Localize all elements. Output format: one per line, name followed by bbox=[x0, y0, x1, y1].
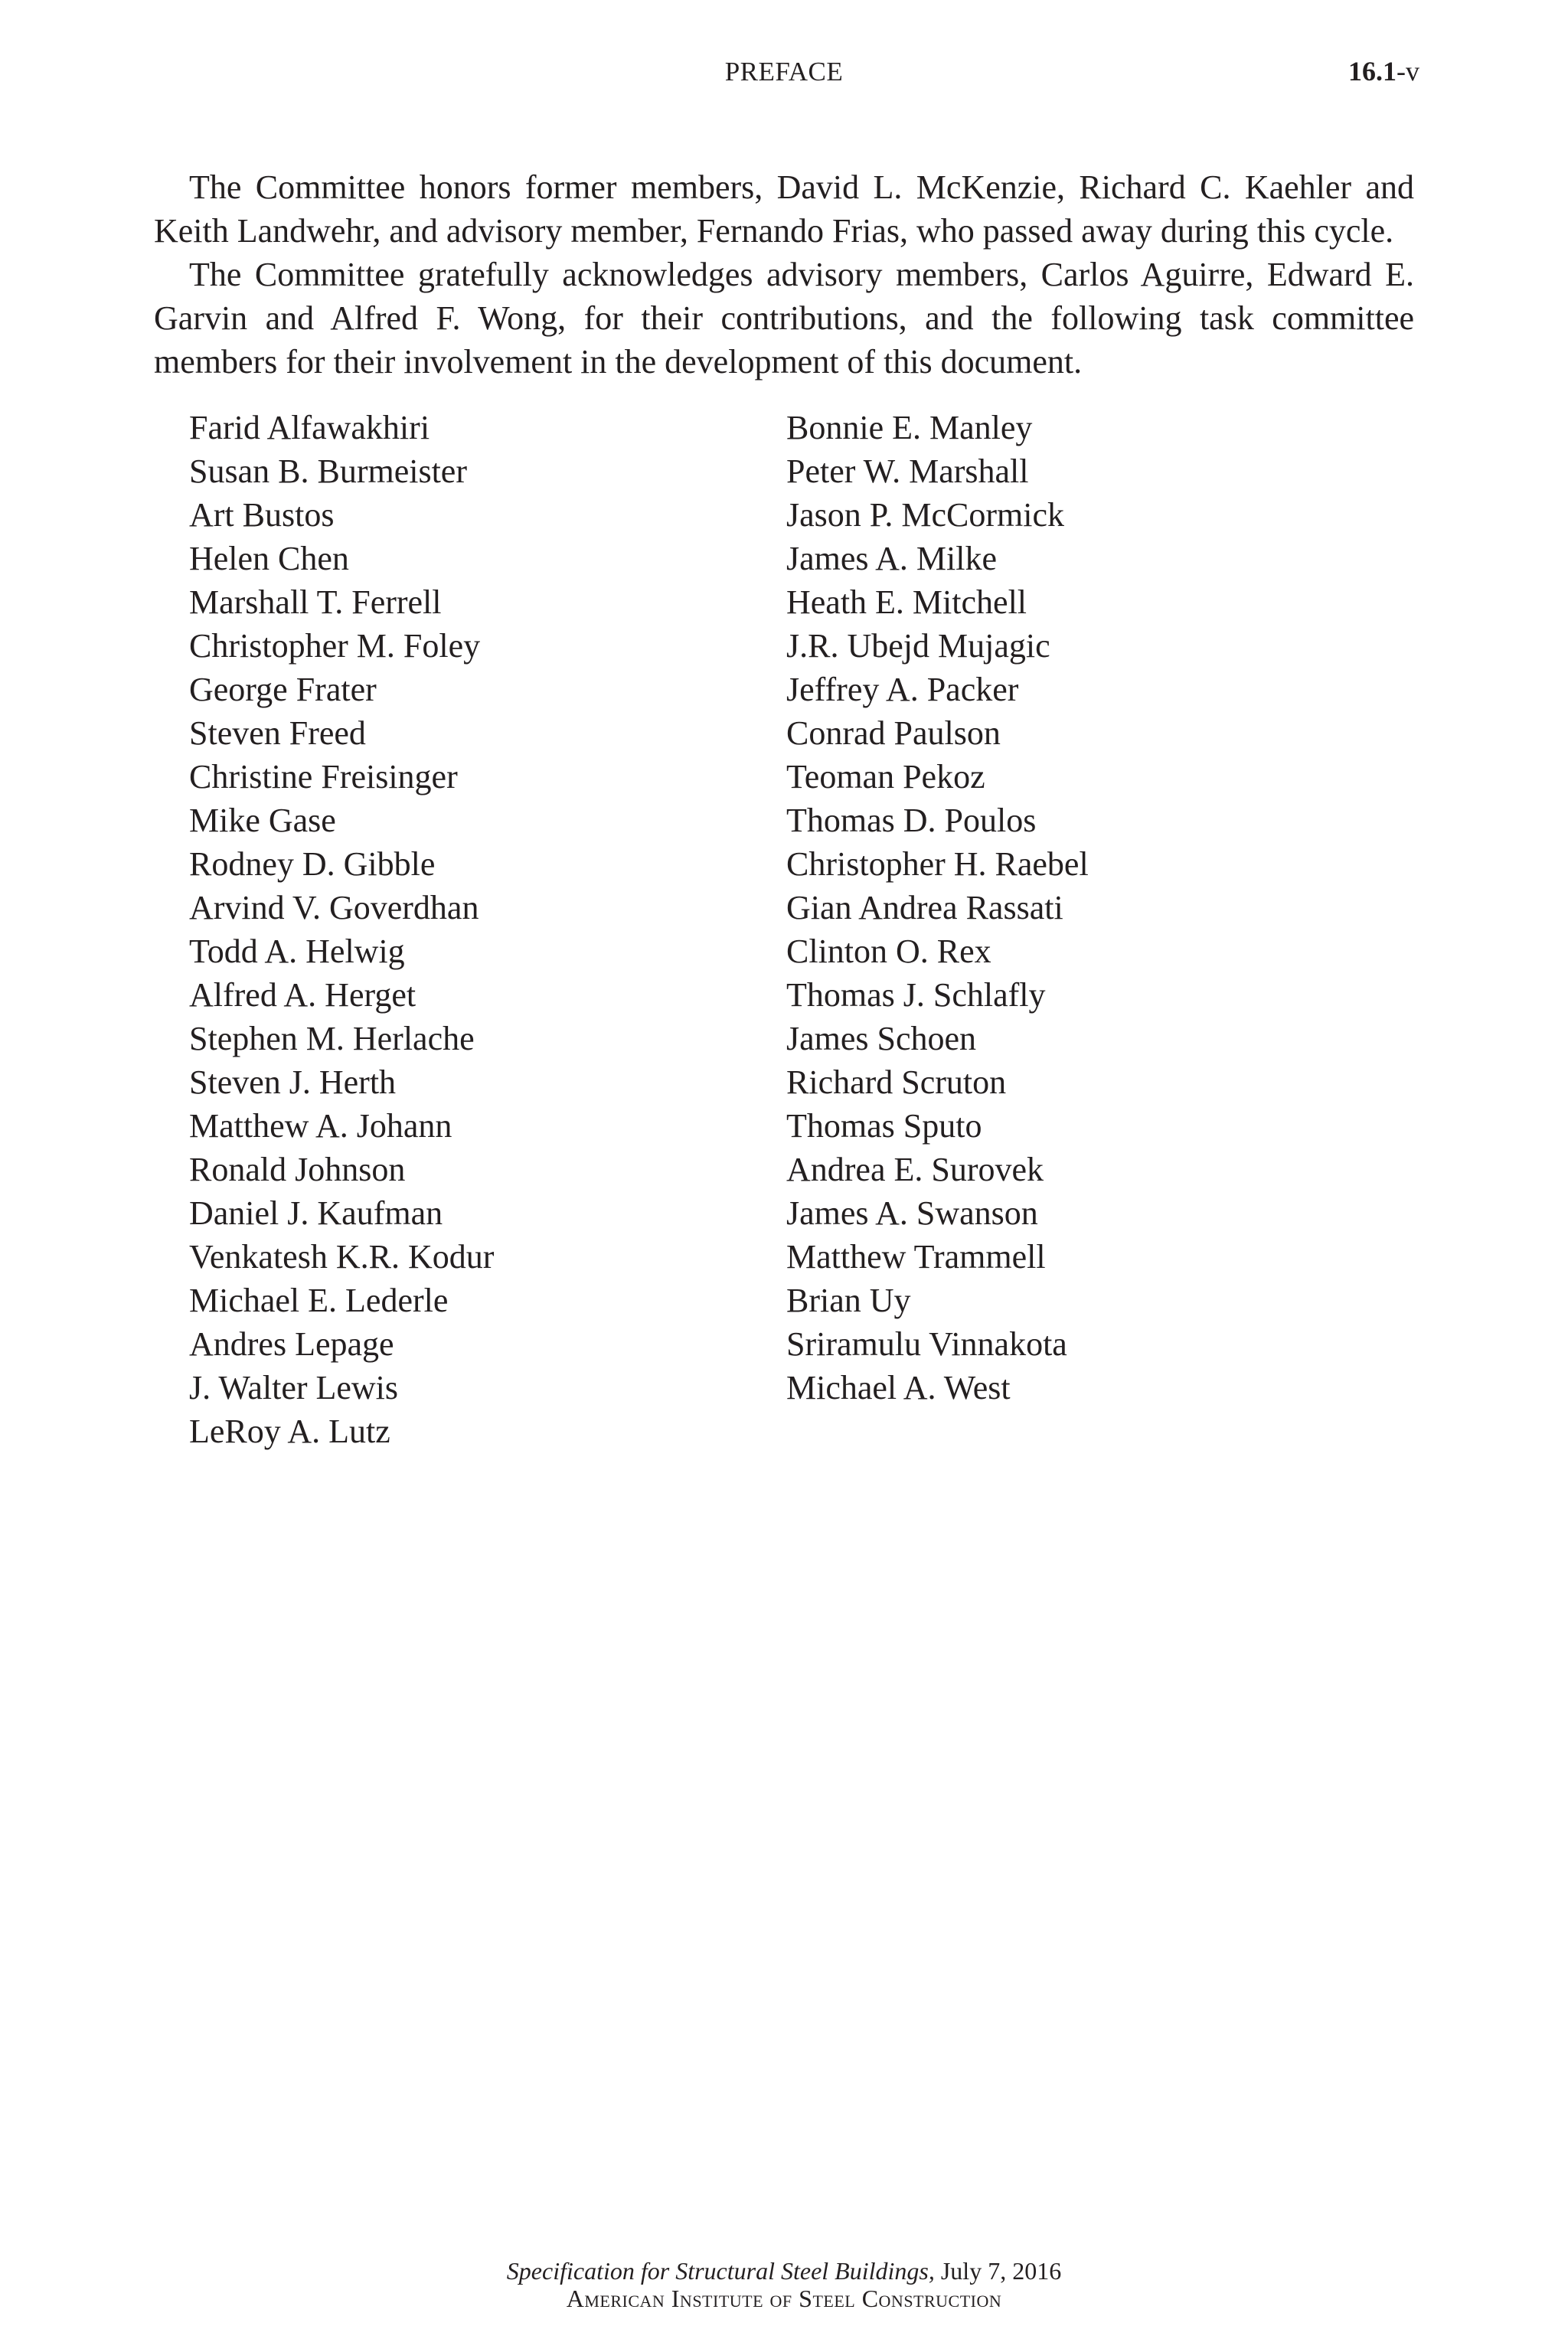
member-name: Christopher H. Raebel bbox=[786, 845, 1089, 883]
footer-organization: American Institute of Steel Construction bbox=[566, 2285, 1002, 2312]
member-name: Alfred A. Herget bbox=[189, 976, 416, 1014]
member-name: Thomas Sputo bbox=[786, 1107, 982, 1145]
member-name: Art Bustos bbox=[189, 496, 335, 534]
paragraph-honors: The Committee honors former members, David L. McKenzie, Richard C. Kaehler and Keith Landwehr, and advisory member, Fernando Frias, who passed away during this cycle. bbox=[154, 168, 1414, 250]
member-name: Conrad Paulson bbox=[786, 714, 1001, 752]
member-name: Daniel J. Kaufman bbox=[189, 1194, 443, 1232]
page-number-section: 16.1 bbox=[1348, 56, 1396, 87]
member-name: Gian Andrea Rassati bbox=[786, 889, 1063, 926]
member-name: Christopher M. Foley bbox=[189, 627, 481, 665]
member-name: Peter W. Marshall bbox=[786, 452, 1029, 490]
member-name: J.R. Ubejd Mujagic bbox=[786, 627, 1050, 665]
member-name: Thomas J. Schlafly bbox=[786, 976, 1046, 1014]
member-name: Susan B. Burmeister bbox=[189, 452, 467, 490]
member-name: Todd A. Helwig bbox=[189, 933, 405, 970]
member-name: Brian Uy bbox=[786, 1282, 911, 1319]
member-name: Stephen M. Herlache bbox=[189, 1020, 475, 1057]
member-name: Marshall T. Ferrell bbox=[189, 583, 442, 621]
member-name: Matthew Trammell bbox=[786, 1238, 1046, 1276]
member-name: Michael A. West bbox=[786, 1369, 1011, 1406]
member-name: Matthew A. Johann bbox=[189, 1107, 452, 1145]
names-column-left bbox=[189, 406, 494, 1453]
member-name: James Schoen bbox=[786, 1020, 977, 1057]
member-name: Thomas D. Poulos bbox=[786, 802, 1037, 839]
member-name: James A. Swanson bbox=[786, 1194, 1038, 1232]
footer-date: July 7, 2016 bbox=[934, 2257, 1062, 2285]
member-name: George Frater bbox=[189, 671, 377, 708]
page-number-suffix: -v bbox=[1396, 56, 1419, 87]
member-name: Venkatesh K.R. Kodur bbox=[189, 1238, 495, 1276]
paragraph-acknowledgements: The Committee gratefully acknowledges advisory members, Carlos Aguirre, Edward E. Garvin and Alfred F. Wong, for their contributions, and the following task committee members for their involvement in the development of this document. bbox=[154, 256, 1414, 381]
footer-citation bbox=[0, 2257, 1568, 2285]
member-name: Steven J. Herth bbox=[189, 1063, 397, 1101]
member-name: James A. Milke bbox=[786, 540, 997, 577]
member-name: Rodney D. Gibble bbox=[189, 845, 436, 883]
names-column-right bbox=[786, 406, 1089, 1410]
member-name: Michael E. Lederle bbox=[189, 1282, 449, 1319]
page-footer bbox=[0, 2257, 1568, 2312]
page-number bbox=[1348, 55, 1419, 87]
preface-body bbox=[154, 165, 1414, 384]
member-name: Helen Chen bbox=[189, 540, 349, 577]
running-header-title: PREFACE bbox=[724, 57, 844, 87]
member-name: Heath E. Mitchell bbox=[786, 583, 1027, 621]
member-name: Jeffrey A. Packer bbox=[786, 671, 1019, 708]
member-name: Farid Alfawakhiri bbox=[189, 409, 430, 446]
footer-document-title: Specification for Structural Steel Buildings, bbox=[506, 2257, 935, 2285]
member-name: LeRoy A. Lutz bbox=[189, 1413, 390, 1450]
member-name: Bonnie E. Manley bbox=[786, 409, 1033, 446]
member-name: Christine Freisinger bbox=[189, 758, 458, 795]
member-name: Jason P. McCormick bbox=[786, 496, 1064, 534]
member-name: Andres Lepage bbox=[189, 1325, 394, 1363]
member-name: Andrea E. Surovek bbox=[786, 1151, 1044, 1188]
member-name: Arvind V. Goverdhan bbox=[189, 889, 479, 926]
member-name: Clinton O. Rex bbox=[786, 933, 991, 970]
member-name: Richard Scruton bbox=[786, 1063, 1007, 1101]
member-name: Sriramulu Vinnakota bbox=[786, 1325, 1067, 1363]
member-name: Mike Gase bbox=[189, 802, 336, 839]
member-name: Steven Freed bbox=[189, 714, 366, 752]
member-name: Ronald Johnson bbox=[189, 1151, 406, 1188]
member-name: J. Walter Lewis bbox=[189, 1369, 399, 1406]
member-name: Teoman Pekoz bbox=[786, 758, 985, 795]
